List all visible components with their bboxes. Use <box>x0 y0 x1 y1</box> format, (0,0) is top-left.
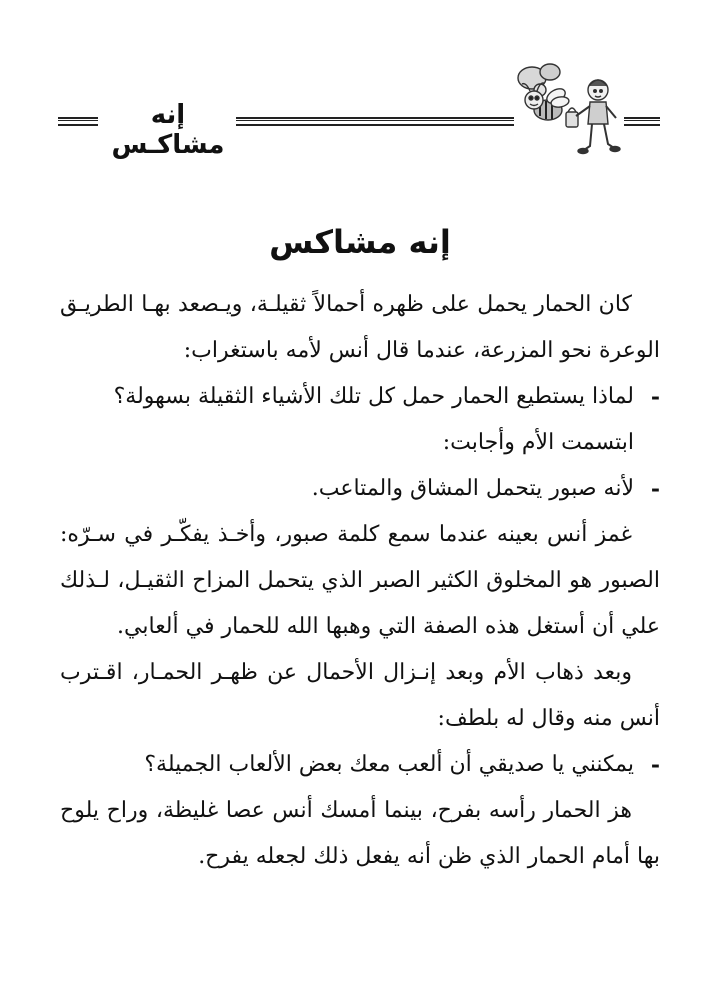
reply-intro: ابتسمت الأم وأجابت: <box>442 430 634 455</box>
dialogue-line-2 <box>60 466 660 512</box>
dialogue-line-1 <box>60 374 660 420</box>
dialogue-dash: - <box>650 476 660 502</box>
header-rule-left <box>58 117 98 126</box>
dialogue-text: يمكنني يا صديقي أن ألعب معك بعض الألعاب الجميلة؟ <box>144 752 634 777</box>
bee-and-boy-illustration <box>510 60 625 160</box>
header-rule-right <box>624 117 660 126</box>
page-header <box>0 60 720 190</box>
dialogue-line-3 <box>60 742 660 788</box>
dialogue-dash: - <box>650 752 660 778</box>
page-title: إنه مشاكس <box>269 223 451 261</box>
paragraph-4: هز الحمار رأسه بفرح، بينما أمسك أنس عصا غليظة، وراح يلوح بها أمام الحمار الذي ظن أنه يفعل ذلك لجعله يفرح. <box>60 798 660 869</box>
paragraph-1: كان الحمار يحمل على ظهره أحمالاً ثقيلـة، ويـصعد بهـا الطريـق الوعرة نحو المزرعة، عندما قال أنس لأمه باستغراب: <box>60 292 660 363</box>
dialogue-text: لماذا يستطيع الحمار حمل كل تلك الأشياء الثقيلة بسهولة؟ <box>113 384 634 409</box>
header-title: إنه مشاكـس <box>111 100 225 160</box>
story-body <box>60 282 660 880</box>
dialogue-text: لأنه صبور يتحمل المشاق والمتاعب. <box>311 476 634 501</box>
paragraph-3: وبعد ذهاب الأم وبعد إنـزال الأحمال عن ظهـر الحمـار، اقـترب أنس منه وقال له بلطف: <box>60 660 660 731</box>
dialogue-dash: - <box>650 384 660 410</box>
header-rule-middle <box>236 117 514 126</box>
paragraph-2: غمز أنس بعينه عندما سمع كلمة صبور، وأخـذ يفكّـر في سـرّه: الصبور هو المخلوق الكثير الصبر الذي يتحمل المزاح الثقيـل، لـذلك علي أن أستغل هذه الصفة التي وهبها الله للحمار في ألعابي. <box>60 522 660 639</box>
